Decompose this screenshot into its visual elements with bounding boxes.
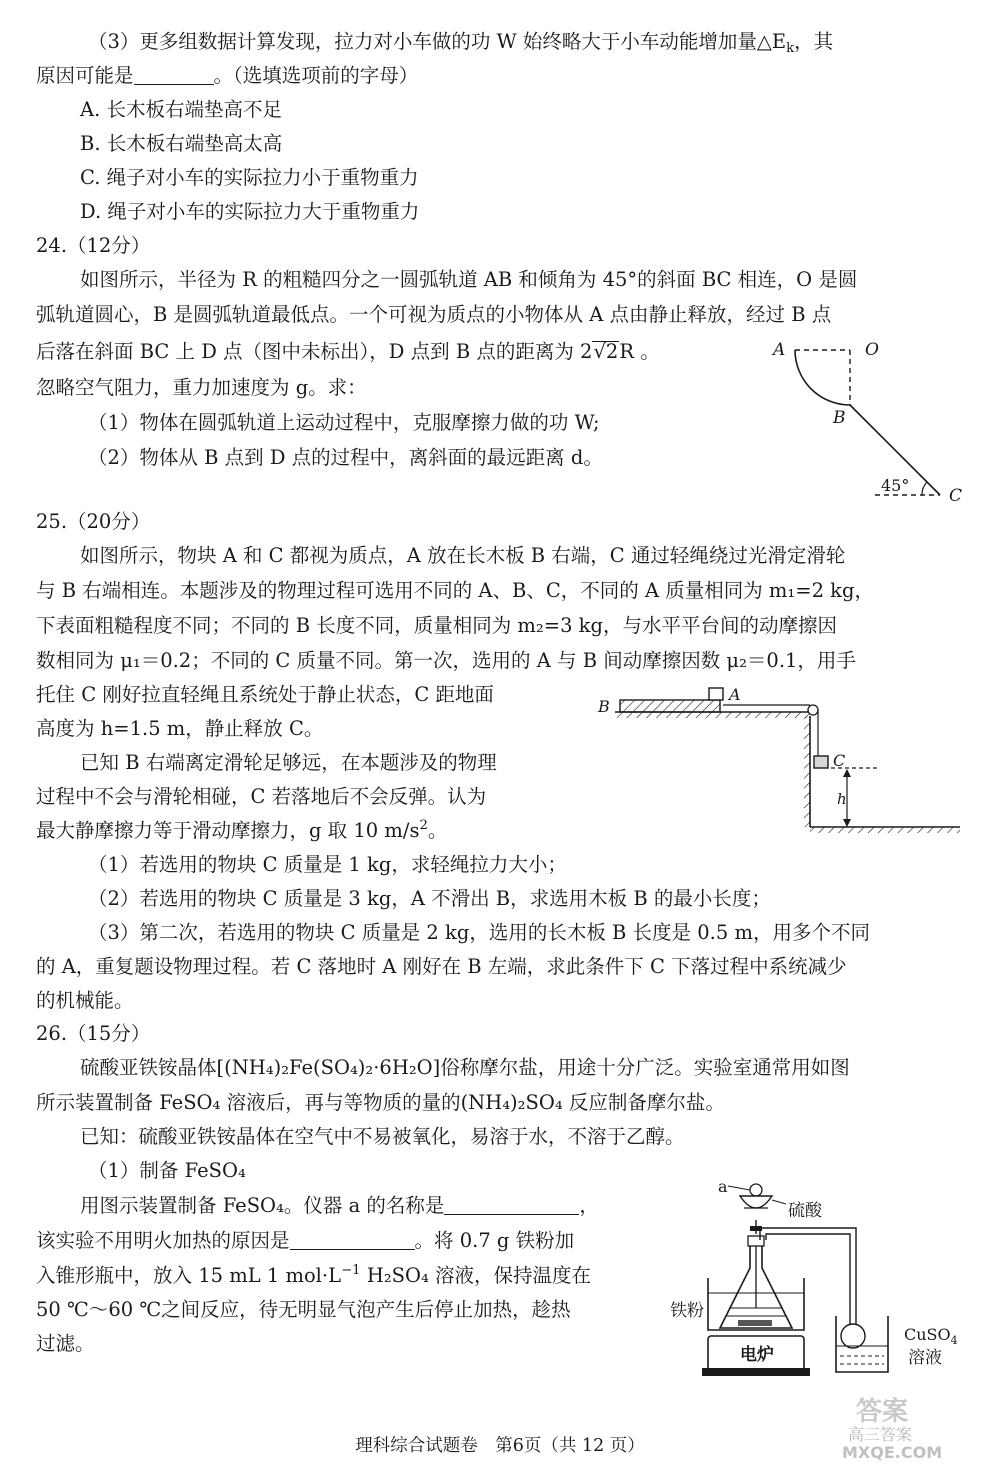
q26-line8: 过滤。 [36,1332,95,1355]
q23-option-d: D. 绳子对小车的实际拉力大于重物重力 [80,200,420,223]
q26-line7: 50 ℃～60 ℃之间反应，待无明显气泡产生后停止加热，趁热 [36,1298,571,1321]
q23-p3-line1: （3）更多组数据计算发现，拉力对小车做的功 W 始终略大于小车动能增加量$\triangle E_k$，其 [88,30,834,56]
q25-sub2: （2）若选用的物块 C 质量是 3 kg，A 不滑出 B，求选用木板 B 的最小长度； [88,887,771,910]
svg-text:答案: 答案 [856,1397,909,1427]
q23-p3-line2: 原因可能是 。（选填选项前的字母） [36,64,419,87]
angle-label: 45° [881,476,910,495]
q26-header: 26.（15分） [36,1022,151,1045]
q25-sub1: （1）若选用的物块 C 质量是 1 kg，求轻绳拉力大小； [88,853,567,876]
q24-sub2: （2）物体从 B 点到 D 点的过程中，离斜面的最远距离 d。 [88,446,603,469]
board-b [620,700,720,712]
block-c [814,756,828,768]
q26-sub1-title: （1）制备 FeSO₄ [88,1159,246,1182]
point-c-label: C [949,486,963,506]
block-a [709,688,723,700]
point-a-label: A [773,340,786,360]
label-iron-powder: 铁粉 [670,1301,704,1321]
q26-line3: 已知：硫酸亚铁铵晶体在空气中不易被氧化，易溶于水，不溶于乙醇。 [80,1125,685,1148]
svg-text:高三答案: 高三答案 [848,1425,913,1444]
q25-line6: 高度为 h=1.5 m，静止释放 C。 [36,717,324,740]
q25-line3: 下表面粗糙程度不同；不同的 B 长度不同，质量相同为 m₂=3 kg，与水平平台间的动摩擦因 [36,614,837,637]
q25-line4: 数相同为 μ₁＝0.2；不同的 C 质量不同。第一次，选用的 A 与 B 间动摩擦因数 μ₂＝0.1，用手 [36,649,856,672]
q25-line1: 如图所示，物块 A 和 C 都视为质点，A 放在长木板 B 右端，C 通过轻绳绕过光滑定滑轮 [80,544,846,567]
q25-line9: 最大静摩擦力等于滑动摩擦力，g 取 10 $m/s^2$。 [36,818,448,842]
q23-option-b: B. 长木板右端垫高太高 [80,132,283,155]
q25-sub3-line1: （3）第二次，若选用的物块 C 质量是 2 kg，选用的长木板 B 长度是 0.5 m，用多个不同 [88,921,870,944]
q26-line1: 硫酸亚铁铵晶体[(NH₄)₂Fe(SO₄)₂·6H₂O]俗称摩尔盐，用途十分广泛。实验室通常用如图 [80,1056,850,1079]
site-watermark [836,1392,986,1462]
point-o-label: O [865,340,879,360]
board-pulley-diagram [595,680,970,835]
answer-blank [134,64,214,85]
q23-option-a: A. 长木板右端垫高不足 [80,98,282,121]
sqrt-symbol: √2 [593,340,619,363]
answer-blank [444,1194,579,1215]
label-c: C [833,751,846,770]
arc-incline-diagram [765,335,975,510]
label-cuso4: CuSO$_4$ [904,1325,958,1347]
q25-line2: 与 B 右端相连。本题涉及的物理过程可选用不同的 A、B、C，不同的 A 质量相同为 m₁=2 kg， [36,579,874,602]
q24-line3: 后落在斜面 BC 上 D 点（图中未标出），D 点到 B 点的距离为 2√2R 。 [36,340,660,363]
q26-line2: 所示装置制备 FeSO₄ 溶液后，再与等物质的量的(NH₄)₂SO₄ 反应制备摩尔盐。 [36,1091,725,1114]
q25-line5: 托住 C 刚好拉直轻绳且系统处于静止状态，C 距地面 [36,683,494,706]
q25-header: 25.（20分） [36,510,151,533]
q24-header: 24.（12分） [36,234,151,257]
label-stove: 电炉 [740,1345,774,1365]
q25-line7: 已知 B 右端离定滑轮足够远，在本题涉及的物理 [80,751,497,774]
q24-line4: 忽略空气阻力，重力加速度为 g。求： [36,376,367,399]
q26-line5: 该实验不用明火加热的原因是 。将 0.7 g 铁粉加 [36,1229,575,1252]
q23-option-c: C. 绳子对小车的实际拉力小于重物重力 [80,166,419,189]
q25-line8: 过程中不会与滑轮相碰，C 若落地后不会反弹。认为 [36,785,487,808]
svg-text:MXQE.COM: MXQE.COM [842,1443,943,1462]
q25-sub3-line2: 的 A，重复题设物理过程。若 C 落地时 A 刚好在 B 左端，求此条件下 C 下落过程中系统减少 [36,955,847,978]
label-a-instrument: a [718,1177,728,1196]
label-a: A [729,685,741,704]
q26-line4: 用图示装置制备 FeSO₄。仪器 a 的名称是 ， [80,1194,599,1217]
q24-line2: 弧轨道圆心，B 是圆弧轨道最低点。一个可视为质点的小物体从 A 点由静止释放，经过 B 点 [36,303,832,326]
q25-sub3-line3: 的机械能。 [36,989,134,1012]
q24-sub1: （1）物体在圆弧轨道上运动过程中，克服摩擦力做的功 W; [88,411,600,434]
point-b-label: B [833,408,846,428]
ferrous-sulfate-apparatus [668,1168,968,1398]
q24-line1: 如图所示，半径为 R 的粗糙四分之一圆弧轨道 AB 和倾角为 45°的斜面 BC 相连，O 是圆 [80,268,858,291]
label-h: h [837,790,847,808]
label-sulfuric-acid: 硫酸 [788,1201,822,1221]
pulley [808,705,818,715]
answer-blank [290,1229,415,1250]
page-footer: 理科综合试题卷 第6页（共 12 页） [355,1436,645,1456]
separatory-funnel [740,1196,772,1208]
label-solution: 溶液 [908,1348,942,1368]
q26-line6: 入锥形瓶中，放入 15 mL 1 $mol\cdot L^{-1}$ H₂SO₄ 溶液，保持温度在 [36,1263,592,1287]
label-b: B [598,697,610,716]
